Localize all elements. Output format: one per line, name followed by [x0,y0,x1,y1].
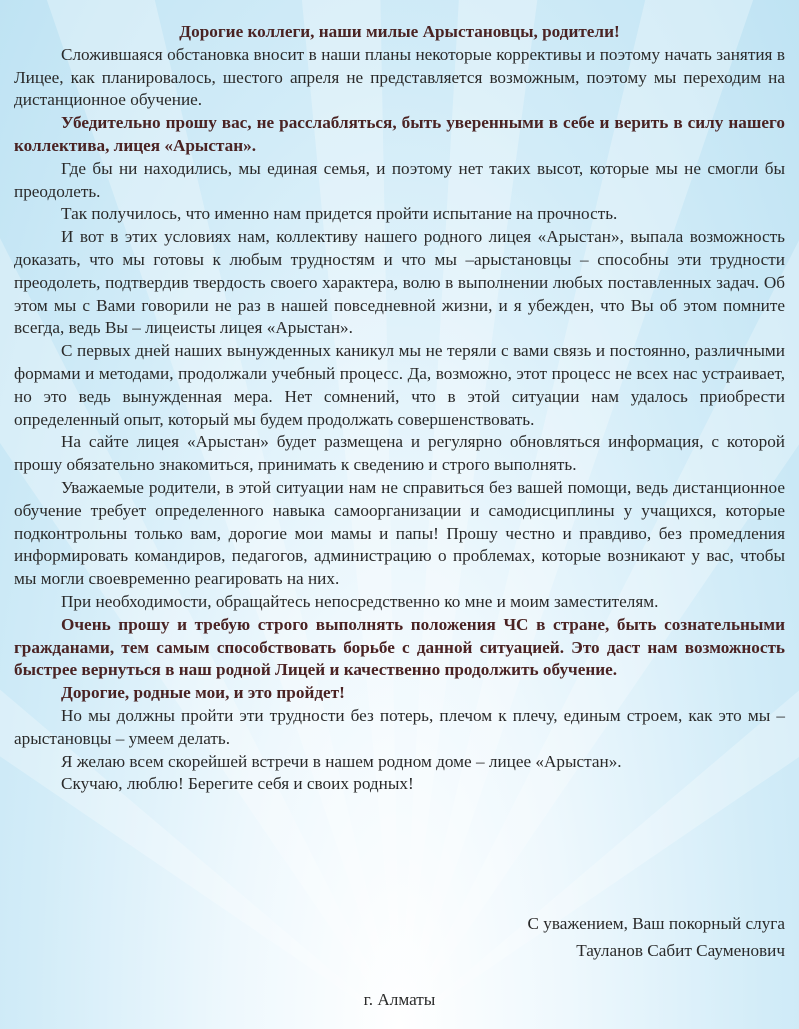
letter-paragraph: Дорогие, родные мои, и это пройдет! [61,683,345,703]
letter-paragraph: Уважаемые родители, в этой ситуации нам не справиться без вашей помощи, ведь дистанционное обучение требует определенного навыка самоорганизации и самодисциплины у учащихся, которые подконтрольны только вам, дорогие мои мамы и папы! Прошу честно и правдиво, без промедления информировать командиров, педагогов, администрацию о проблемах, которые возникают у вас, чтобы мы могли своевременно реагировать на них. [14,477,785,589]
letter-paragraph: На сайте лицея «Арыстан» будет размещена и регулярно обновляться информация, с которой прошу обязательно знакомиться, принимать к сведению и строго выполнять. [14,432,785,475]
city-label: г. Алматы [363,990,436,1009]
letter-title: Дорогие коллеги, наши милые Арыстановцы, родители! [179,22,620,41]
letter-paragraph: Скучаю, люблю! Берегите себя и своих родных! [61,774,414,794]
letter-paragraph: Так получилось, что именно нам придется пройти испытание на прочность. [61,204,618,224]
letter-paragraph: Сложившаяся обстановка вносит в наши планы некоторые коррективы и поэтому начать занятия в Лицее, как планировалось, шестого апреля не представляется возможным, поэтому мы переходим на дистанционное обучение. [14,44,785,110]
letter-paragraph: Очень прошу и требую строго выполнять положения ЧС в стране, быть сознательными гражданами, тем самым способствовать борьбе с данной ситуацией. Это даст нам возможность быстрее вернуться в наш родной Лицей и качественно продолжить обучение. [14,614,785,680]
letter-paragraph: Я желаю всем скорейшей встречи в нашем родном доме – лицее «Арыстан». [61,751,622,771]
letter-paragraph: Убедительно прошу вас, не расслабляться, быть уверенными в себе и верить в силу нашего коллектива, лицея «Арыстан». [14,113,785,155]
letter-paragraph: И вот в этих условиях нам, коллективу нашего родного лицея «Арыстан», выпала возможность доказать, что мы готовы к любым трудностям и что мы –арыстановцы – способны эти трудности преодолеть, подтвердив твердость своего характера, волю в выполнении любых поставленных задач. Об этом мы с Вами говорили не раз в нашей повседневной жизни, и я убежден, что Вы об этом помните всегда, ведь Вы – лицеисты лицея «Арыстан». [14,227,785,338]
letter-paragraph: При необходимости, обращайтесь непосредственно ко мне и моим заместителям. [61,591,659,611]
letter-body [14,21,785,796]
letter-paragraphs [14,44,785,796]
letter-paragraph: С первых дней наших вынужденных каникул мы не теряли с вами связь и постоянно, различными формами и методами, продолжали учебный процесс. Да, возможно, этот процесс не всех нас устраивает, но это ведь вынужденная мера. Нет сомнений, что в этой ситуации нам удалось приобрести определенный опыт, который мы будем продолжать совершенствовать. [14,341,785,429]
signature-closing: С уважением, Ваш покорный слуга [527,914,785,933]
letter-paragraph: Но мы должны пройти эти трудности без потерь, плечом к плечу, единым строем, как это мы – арыстановцы – умеем делать. [14,705,785,748]
letter-paragraph: Где бы ни находились, мы единая семья, и поэтому нет таких высот, которые мы не смогли бы преодолеть. [14,158,785,201]
signature-name: Тауланов Сабит Сауменович [576,941,785,960]
